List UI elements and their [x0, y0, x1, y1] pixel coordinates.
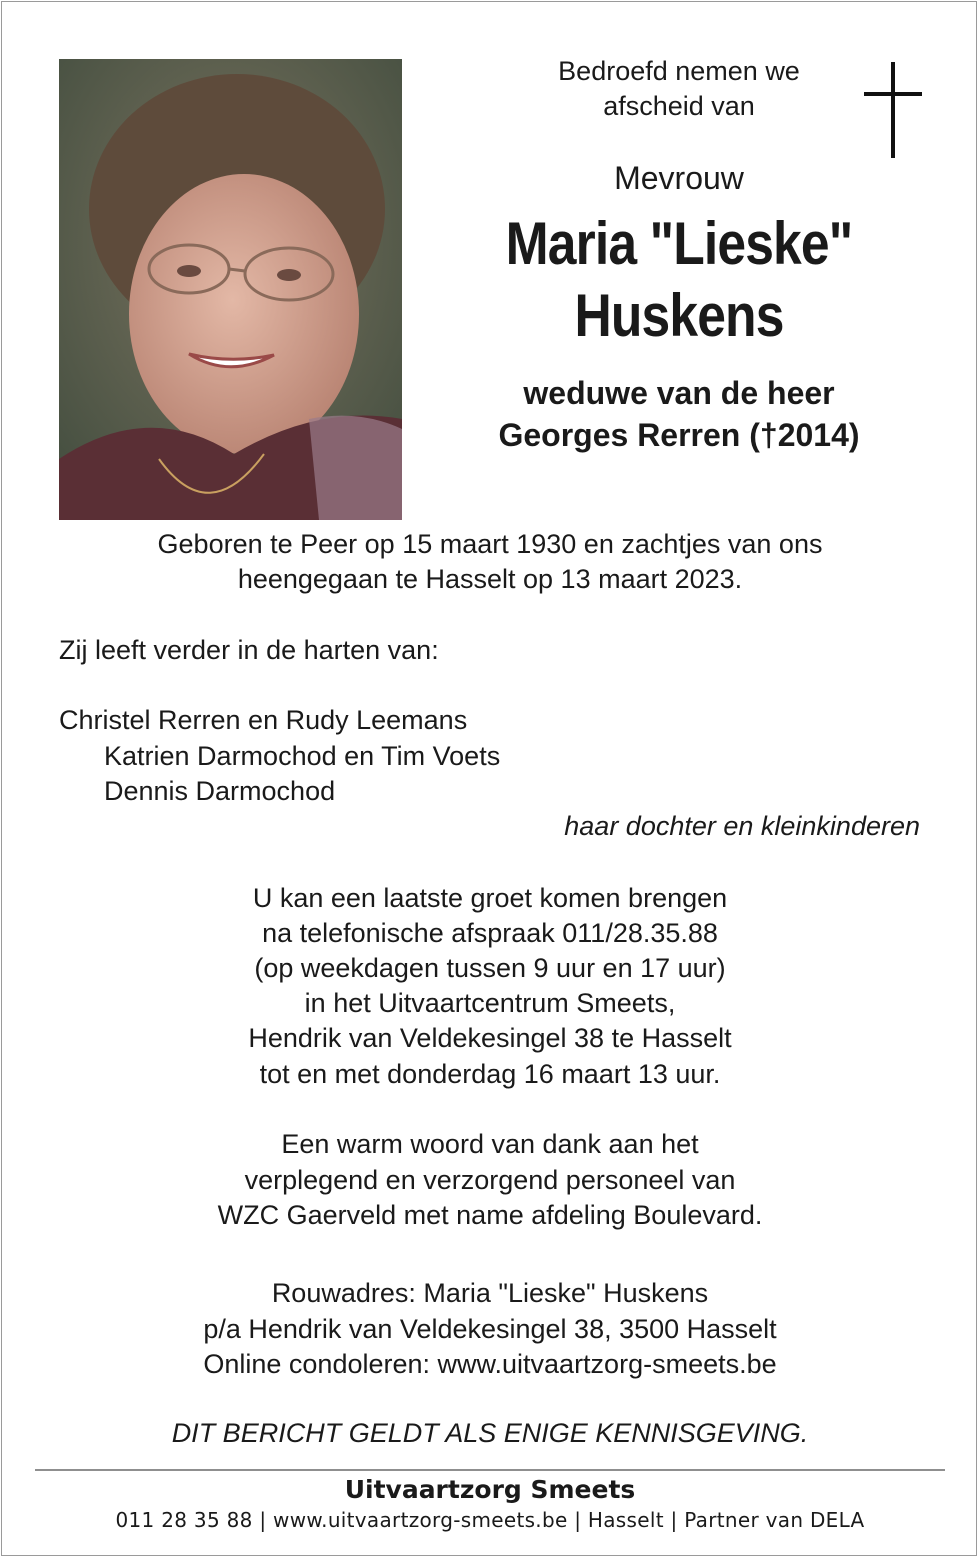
intro-line-2: afscheid van	[603, 91, 755, 121]
funeral-company-details: 011 28 35 88 | www.uitvaartzorg-smeets.be | Hasselt | Partner van DELA	[115, 1508, 865, 1532]
visit-line: (op weekdagen tussen 9 uur en 17 uur)	[254, 953, 726, 983]
birth-line-1: Geboren te Peer op 15 maart 1930 en zachtjes van ons	[157, 529, 823, 559]
visit-line: U kan een laatste groet komen brengen	[252, 883, 728, 913]
footer-divider	[35, 1469, 945, 1471]
deceased-name-line-1: Maria "Lieske"	[505, 210, 853, 277]
deceased-name-line-2: Huskens	[574, 282, 784, 349]
family-member: Katrien Darmochod en Tim Voets	[104, 741, 501, 771]
visit-line: Hendrik van Veldekesingel 38 te Hasselt	[248, 1023, 732, 1053]
family-member: Christel Rerren en Rudy Leemans	[59, 705, 468, 735]
portrait-photo	[59, 59, 402, 520]
notice: DIT BERICHT GELDT ALS ENIGE KENNISGEVING.	[171, 1418, 809, 1448]
visit-line: na telefonische afspraak 011/28.35.88	[262, 918, 718, 948]
address-line: p/a Hendrik van Veldekesingel 38, 3500 Hasselt	[203, 1314, 777, 1344]
family-relation: haar dochter en kleinkinderen	[564, 811, 920, 841]
address-line: Online condoleren: www.uitvaartzorg-smeets.be	[203, 1349, 777, 1379]
thanks-line: verplegend en verzorgend personeel van	[244, 1165, 736, 1195]
thanks-line: WZC Gaerveld met name afdeling Boulevard.	[217, 1200, 763, 1230]
birth-line-2: heengegaan te Hasselt op 13 maart 2023.	[237, 564, 743, 594]
family-intro: Zij leeft verder in de harten van:	[59, 635, 439, 665]
address-line: Rouwadres: Maria "Lieske" Huskens	[271, 1278, 709, 1308]
thanks-line: Een warm woord van dank aan het	[281, 1129, 699, 1159]
widow-line-1: weduwe van de heer	[523, 375, 835, 411]
visit-line: in het Uitvaartcentrum Smeets,	[304, 988, 676, 1018]
intro-line-1: Bedroefd nemen we	[558, 56, 800, 86]
portrait-image	[59, 59, 402, 520]
funeral-company: Uitvaartzorg Smeets	[344, 1475, 636, 1504]
visit-line: tot en met donderdag 16 maart 13 uur.	[259, 1059, 721, 1089]
announcement-header	[440, 54, 918, 456]
widow-line-2: Georges Rerren (†2014)	[498, 417, 860, 453]
family-member: Dennis Darmochod	[104, 776, 336, 806]
honorific: Mevrouw	[614, 160, 744, 196]
